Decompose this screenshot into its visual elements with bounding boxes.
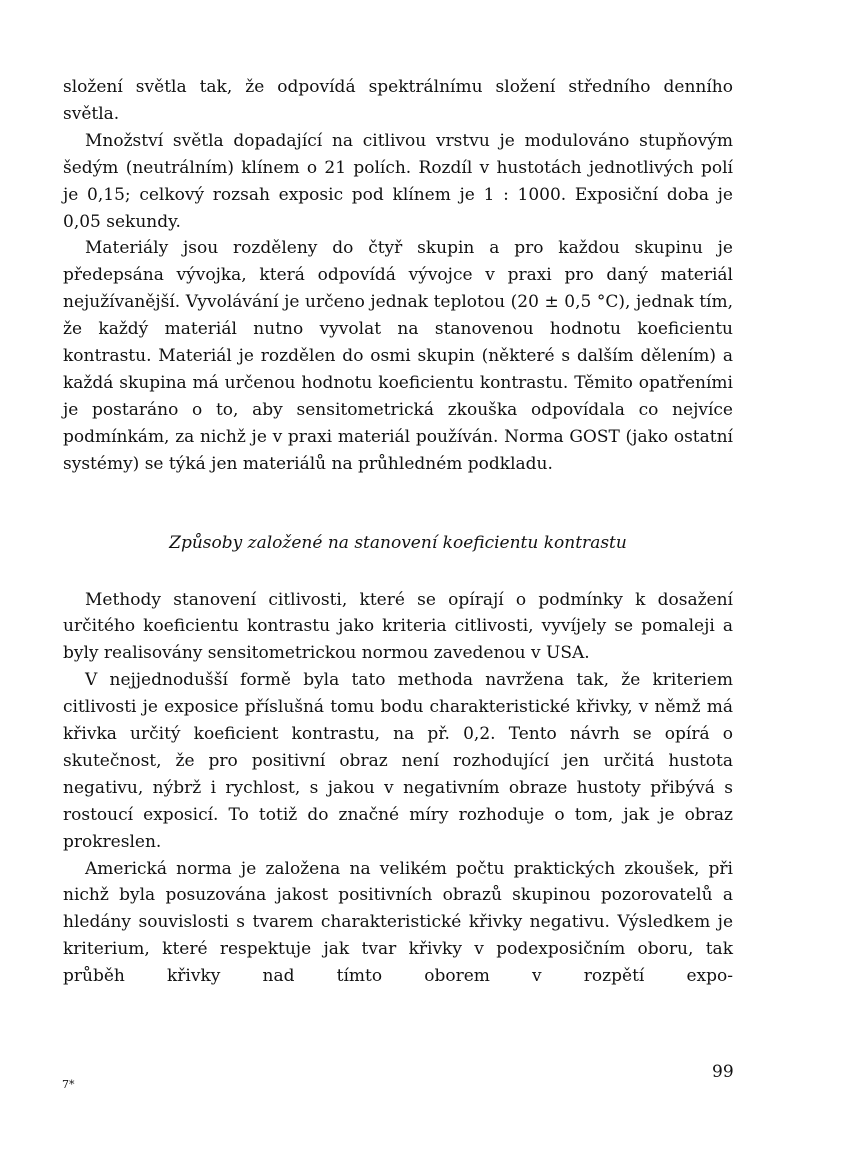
paragraph-2: Množství světla dopadající na citlivou vrstvu je modulováno stupňovým šedým (neutrálním) klínem o 21 polích. Rozdíl v hustotách jednotlivých polí je 0,15; celkový rozsah exposic pod klínem je 1 : 1000. Exposiční doba je 0,05 sekundy. (63, 130, 733, 232)
paragraph-6: Americká norma je založena na velikém počtu praktických zkoušek, při nichž byla posuzována jakost positivních obrazů skupinou pozorovatelů a hledány souvislosti s tvarem charakteristické křivky negativu. Výsledkem je kriterium, které respektuje jak tvar křivky v podexposičním oboru, tak průběh křivky nad tímto oborem v rozpětí expo- (63, 858, 733, 987)
page-body (63, 74, 733, 990)
page-number: 99 (712, 1062, 734, 1082)
signature-mark: 7* (62, 1078, 75, 1091)
paragraph-4: Methody stanovení citlivosti, které se opírají o podmínky k dosažení určitého koeficientu kontrastu jako kriteria citlivosti, vyvíjely se pomaleji a byly realisovány sensitometrickou normou zavedenou v USA. (63, 589, 733, 664)
paragraph-5: V nejjednodušší formě byla tato methoda navržena tak, že kriteriem citlivosti je exposice příslušná tomu bodu charakteristické křivky, v němž má křivka určitý koeficient kontrastu, na př. 0,2. Tento návrh se opírá o skutečnost, že pro positivní obraz není rozhodující jen určitá hustota negativu, nýbrž i rychlost, s jakou v negativním obraze hustoty přibývá s rostoucí exposicí. To totiž do značné míry rozhoduje o tom, jak je obraz prokreslen. (63, 670, 733, 852)
paragraph-3: Materiály jsou rozděleny do čtyř skupin a pro každou skupinu je předepsána vývojka, která odpovídá vývojce v praxi pro daný materiál nejužívanější. Vyvolávání je určeno jednak teplotou (20 ± 0,5 °C), jednak tím, že každý materiál nutno vyvolat na stanovenou hodnotu koeficientu kontrastu. Materiál je rozdělen do osmi skupin (některé s dalším dělením) a každá skupina má určenou hodnotu koeficientu kontrastu. Těmito opatřeními je postaráno o to, aby sensitometrická zkouška odpovídala co nejvíce podmínkám, za nichž je v praxi materiál používán. Norma GOST (jako ostatní systémy) se týká jen materiálů na průhledném podkladu. (63, 238, 733, 474)
paragraph-1: složení světla tak, že odpovídá spektrálnímu složení středního denního světla. (63, 77, 733, 124)
section-heading: Způsoby založené na stanovení koeficientu kontrastu (169, 532, 627, 553)
